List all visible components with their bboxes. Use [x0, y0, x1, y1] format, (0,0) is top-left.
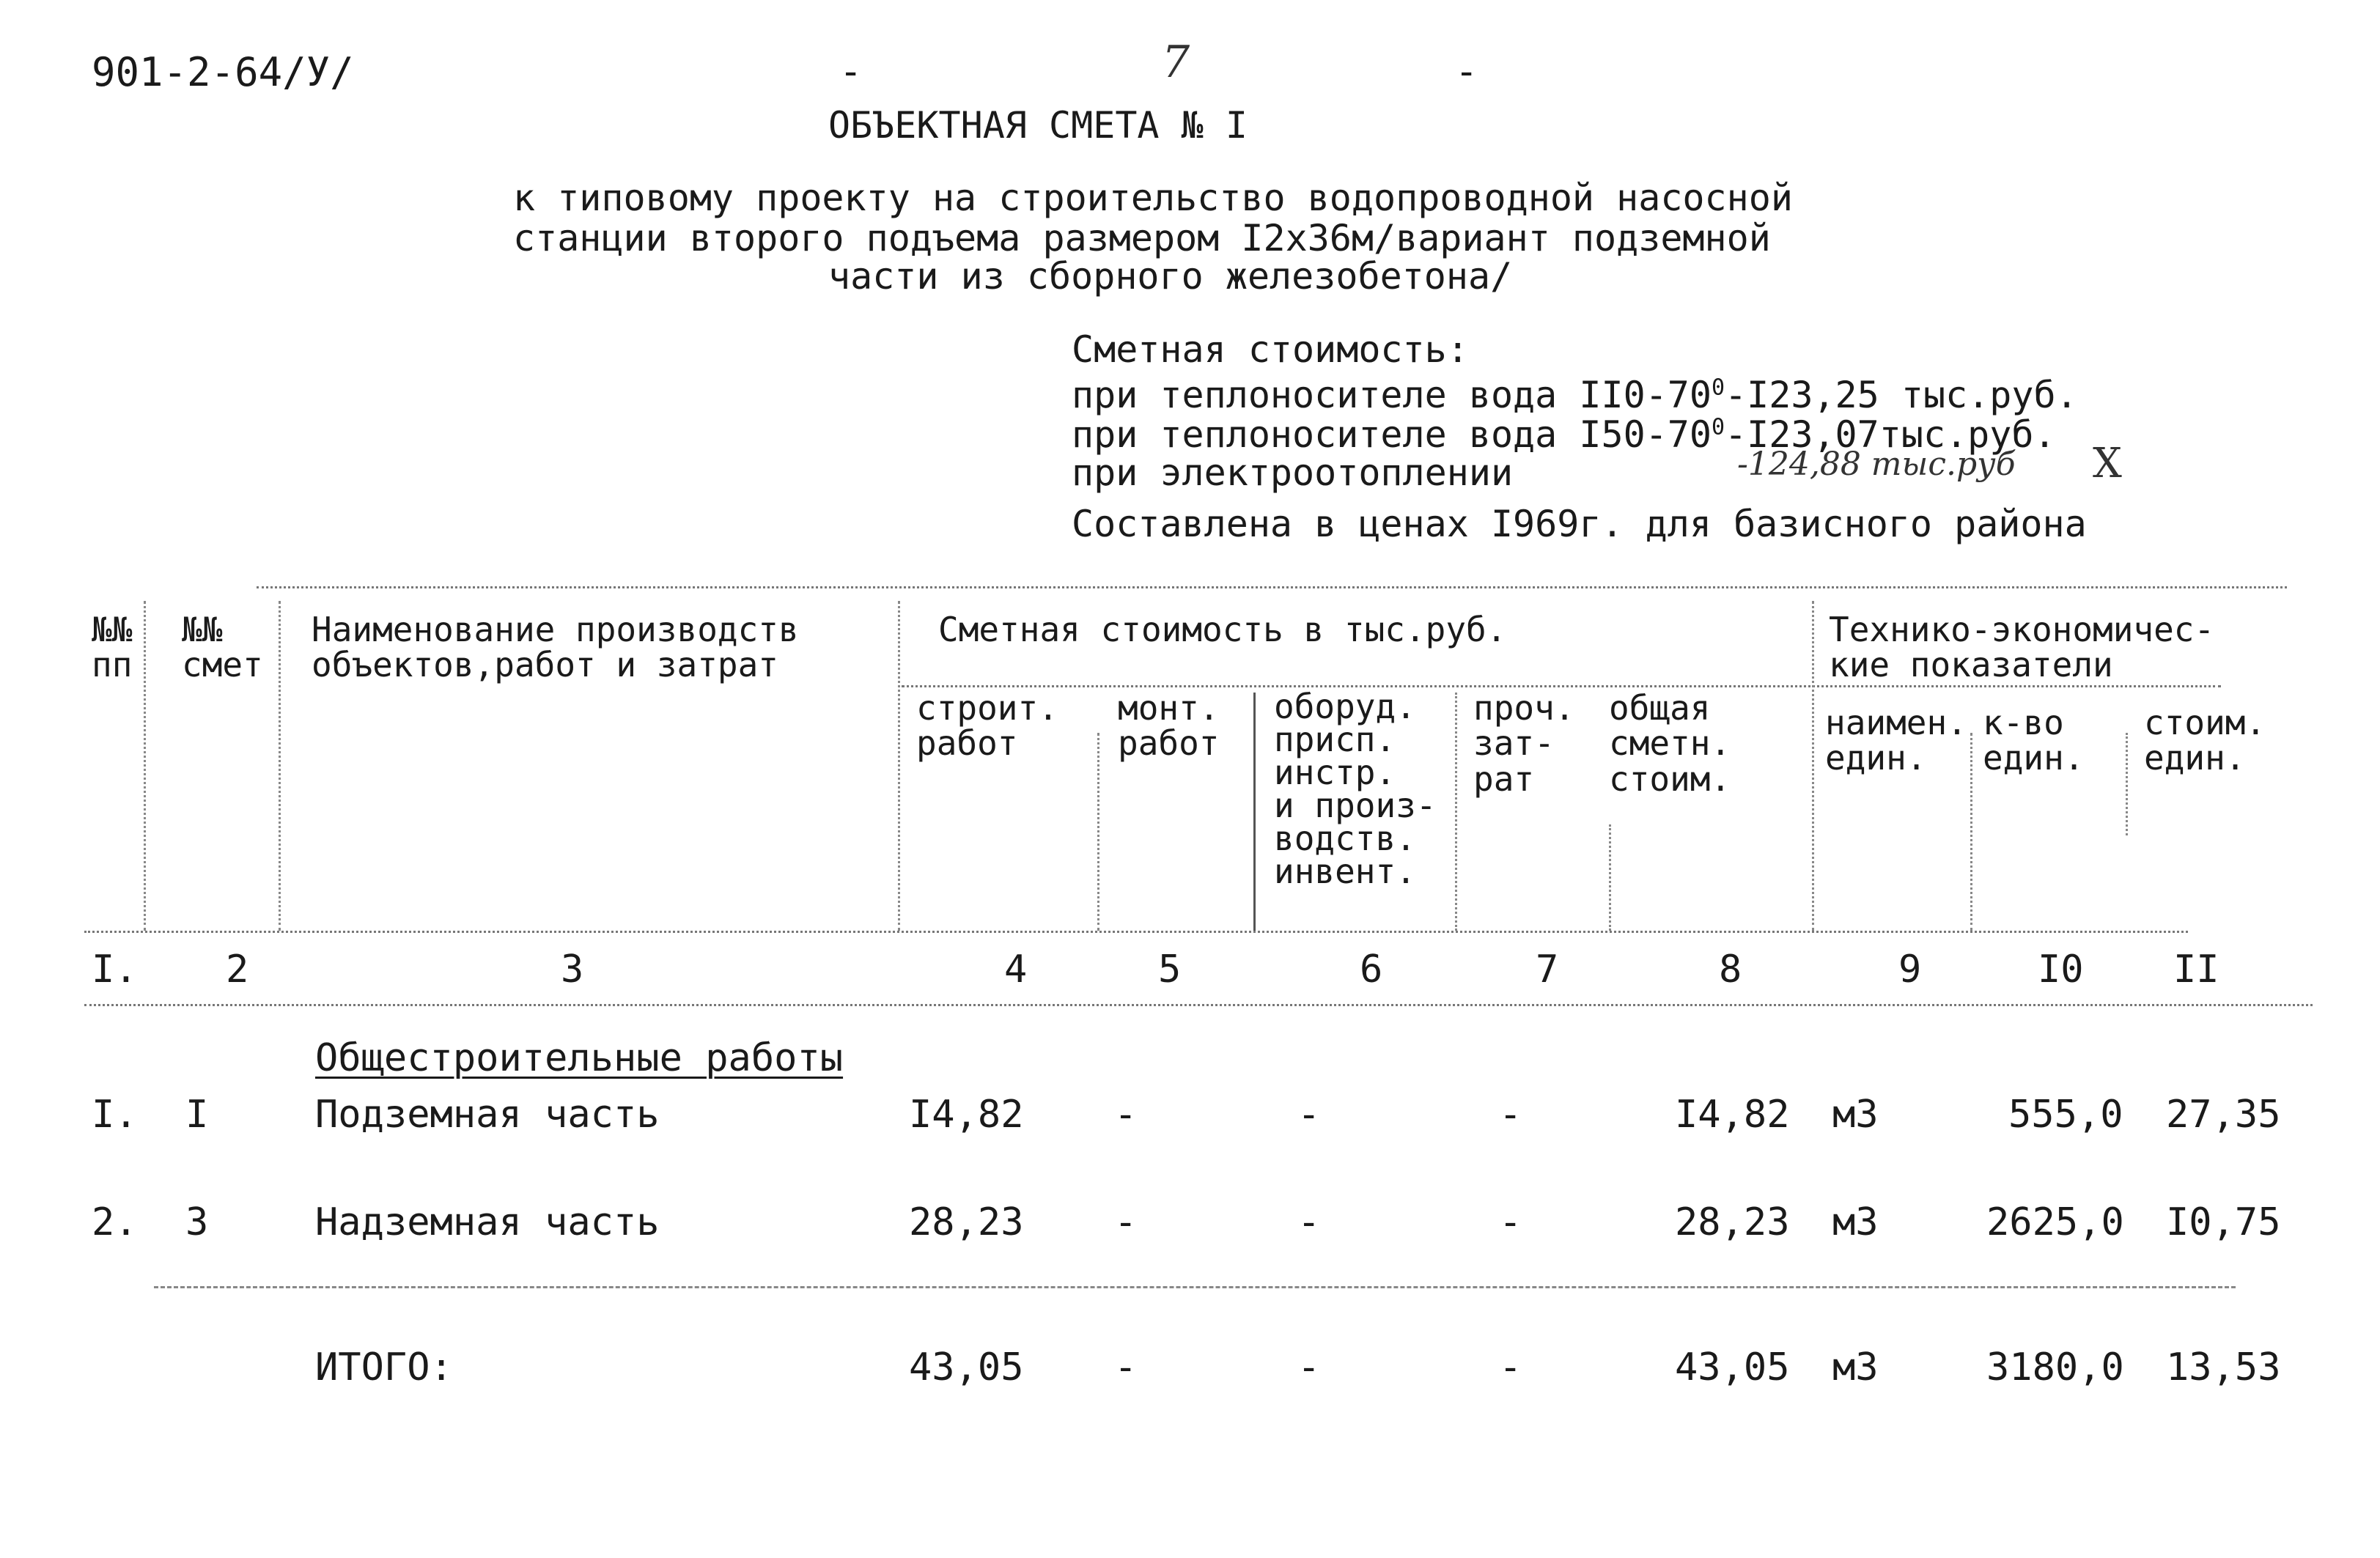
subtitle-line-3: части из сборного железобетона/: [828, 255, 1513, 298]
header-installation-works: монт. работ: [1118, 688, 1220, 764]
subtitle-line-2: станции второго подъема размером I2x36м/вариант подземной: [513, 217, 1771, 259]
unit-quantity: 2625,0: [1986, 1200, 2124, 1244]
page-number: 7: [1162, 37, 1190, 88]
vline-2: [279, 601, 281, 931]
document-title: ОБЪЕКТНАЯ СМЕТА № I: [828, 104, 1248, 147]
column-number: 4: [1004, 948, 1028, 992]
item-name: Подземная часть: [315, 1093, 660, 1137]
other-cost: -: [1499, 1200, 1522, 1244]
cost-line-3: при электроотоплении: [1072, 451, 1514, 494]
total-separator-rule: [154, 1286, 2236, 1288]
column-number: 7: [1536, 948, 1559, 992]
header-total-cost: общая сметн. стоим.: [1609, 688, 1731, 799]
unit-name: м3: [1832, 1200, 1879, 1244]
estimate-number: I: [185, 1093, 209, 1137]
vline-1: [144, 601, 146, 931]
header-row-number: №№ пп: [92, 610, 133, 685]
row-number: 2.: [92, 1200, 138, 1244]
vline-3: [898, 601, 900, 931]
column-number: 9: [1898, 948, 1922, 992]
header-equipment: оборуд. присп. инстр. и произ- водств. инвент.: [1274, 687, 1437, 892]
document-code: 901-2-64/У/: [92, 49, 354, 95]
total-other-cost: -: [1499, 1345, 1522, 1389]
unit-quantity: 555,0: [2008, 1093, 2123, 1137]
total-construction-cost: 43,05: [909, 1345, 1024, 1389]
equipment-cost: -: [1297, 1200, 1321, 1244]
header-unit-name: наимен. един.: [1825, 703, 1967, 778]
vline-9: [1970, 733, 1972, 931]
column-number: 8: [1719, 948, 1742, 992]
unit-cost: 27,35: [2166, 1093, 2281, 1137]
construction-cost: I4,82: [909, 1093, 1024, 1137]
vline-5: [1253, 693, 1256, 931]
column-number: II: [2173, 948, 2219, 992]
cost-line-3-handwritten: -124,88 тыс.руб: [1737, 446, 2016, 483]
header-bottom-rule: [84, 931, 2188, 933]
other-cost: -: [1499, 1093, 1522, 1137]
column-number: 5: [1158, 948, 1182, 992]
vline-6: [1455, 693, 1457, 931]
colnum-bottom-rule: [84, 1004, 2313, 1006]
total-cost: I4,82: [1675, 1093, 1790, 1137]
header-tech-group: Технико-экономичес- кие показатели: [1829, 610, 2215, 685]
subtitle-line-1: к типовому проекту на строительство водопроводной насосной: [513, 177, 1793, 219]
item-name: Надземная часть: [315, 1200, 660, 1244]
equipment-cost: -: [1297, 1093, 1321, 1137]
handwritten-x-mark: X: [2093, 440, 2122, 487]
header-estimate-number: №№ смет: [182, 610, 263, 685]
vline-10: [2126, 733, 2128, 835]
page-dash-right: -: [1455, 50, 1478, 94]
total-equipment-cost: -: [1297, 1345, 1321, 1389]
vline-7: [1609, 824, 1611, 931]
total-total-cost: 43,05: [1675, 1345, 1790, 1389]
column-number: I.: [92, 948, 138, 992]
installation-cost: -: [1114, 1093, 1138, 1137]
table-top-rule: [257, 586, 2287, 588]
unit-cost: I0,75: [2166, 1200, 2281, 1244]
header-name: Наименование производств объектов,работ и затрат: [312, 610, 799, 685]
header-construction-works: строит. работ: [916, 688, 1058, 764]
page-dash-left: -: [839, 50, 863, 94]
total-unit-quantity: 3180,0: [1986, 1345, 2124, 1389]
prices-note: Составлена в ценах I969г. для базисного района: [1072, 503, 2087, 545]
unit-name: м3: [1832, 1093, 1879, 1137]
vline-4: [1097, 733, 1099, 931]
installation-cost: -: [1114, 1200, 1138, 1244]
column-number: I0: [2038, 948, 2084, 992]
header-unit-cost: стоим. един.: [2144, 703, 2266, 778]
header-other-costs: проч. зат- рат: [1473, 688, 1575, 799]
header-cost-group: Сметная стоимость в тыс.руб.: [938, 610, 1507, 649]
header-unit-quantity: к-во един.: [1983, 703, 2085, 778]
total-unit-cost: 13,53: [2166, 1345, 2281, 1389]
total-label: ИТОГО:: [315, 1345, 453, 1389]
vline-8: [1812, 601, 1814, 931]
section-title: Общестроительные работы: [315, 1036, 844, 1080]
total-installation-cost: -: [1114, 1345, 1138, 1389]
column-number: 6: [1360, 948, 1383, 992]
estimate-number: 3: [185, 1200, 209, 1244]
column-number: 2: [226, 948, 249, 992]
subheader-rule: [902, 685, 2221, 687]
total-unit-name: м3: [1832, 1345, 1879, 1389]
construction-cost: 28,23: [909, 1200, 1024, 1244]
cost-line-2: при теплоносителе вода $I50-70^0-I23,07тыс.руб$.: [1072, 413, 2056, 456]
total-cost: 28,23: [1675, 1200, 1790, 1244]
column-number: 3: [561, 948, 584, 992]
cost-heading: Сметная стоимость:: [1072, 328, 1469, 371]
row-number: I.: [92, 1093, 138, 1137]
cost-line-1: при теплоносителе вода $II0-70^0-I23,25$ тыс.руб.: [1072, 374, 2078, 416]
